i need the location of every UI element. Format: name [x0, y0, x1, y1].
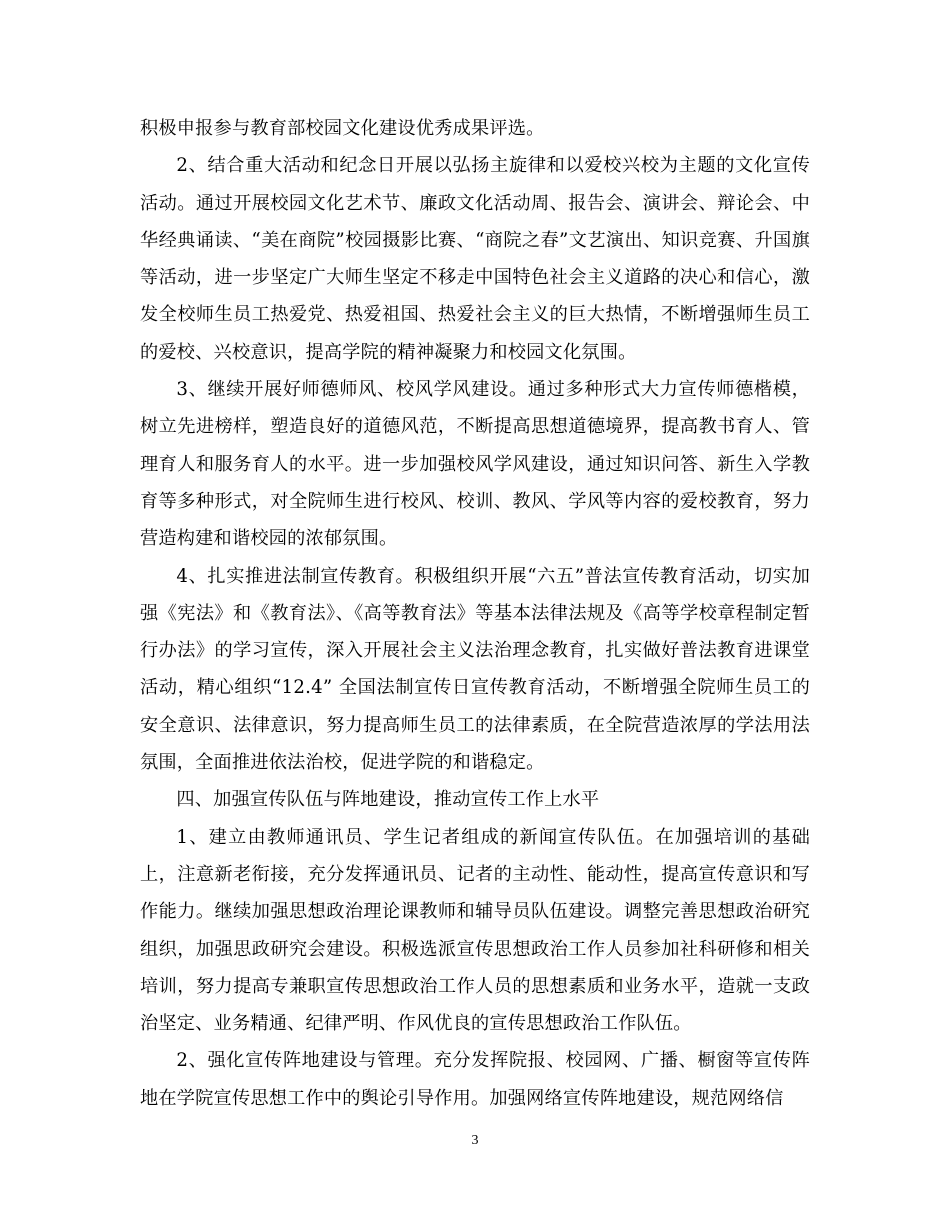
- paragraph-2: 2、结合重大活动和纪念日开展以弘扬主旋律和以爱校兴校为主题的文化宣传活动。通过开展校园文化艺术节、廉政文化活动周、报告会、演讲会、辩论会、中华经典诵读、“美在商院”校园摄影比赛、“商院之春”文艺演出、知识竞赛、升国旗等活动，进一步坚定广大师生坚定不移走中国特色社会主义道路的决心和信心，激发全校师生员工热爱党、热爱祖国、热爱社会主义的巨大热情，不断增强师生员工的爱校、兴校意识，提高学院的精神凝聚力和校园文化氛围。: [140, 155, 810, 363]
- paragraph-5: 1、建立由教师通讯员、学生记者组成的新闻宣传队伍。在加强培训的基础上，注意新老衔接，充分发挥通讯员、记者的主动性、能动性，提高宣传意识和写作能力。继续加强思想政治理论课教师和辅导员队伍建设。调整完善思想政治研究组织，加强思政研究会建设。积极选派宣传思想政治工作人员参加社科研修和相关培训，努力提高专兼职宣传思想政治工作人员的思想素质和业务水平，造就一支政治坚定、业务精通、纪律严明、作风优良的宣传思想政治工作队伍。: [140, 826, 810, 1035]
- section-heading: 四、加强宣传队伍与阵地建设，推动宣传工作上水平: [176, 789, 600, 811]
- page-number: 3: [471, 1133, 479, 1148]
- paragraph-3: 3、继续开展好师德师风、校风学风建设。通过多种形式大力宣传师德楷模，树立先进榜样，塑造良好的道德风范，不断提高思想道德境界，提高教书育人、管理育人和服务育人的水平。进一步加强校风学风建设，通过知识问答、新生入学教育等多种形式，对全院师生进行校风、校训、教风、学风等内容的爱校教育，努力营造构建和谐校园的浓郁氛围。: [140, 379, 810, 550]
- paragraph-1: 积极申报参与教育部校园文化建设优秀成果评选。: [140, 118, 545, 139]
- document-body: [140, 110, 810, 1117]
- paragraph-6: 2、强化宣传阵地建设与管理。充分发挥院报、校园网、广播、橱窗等宣传阵地在学院宣传思想工作中的舆论引导作用。加强网络宣传阵地建设，规范网络信: [140, 1050, 810, 1109]
- paragraph-4: 4、扎实推进法制宣传教育。积极组织开展“六五”普法宣传教育活动，切实加强《宪法》和《教育法》、《高等教育法》等基本法律法规及《高等学校章程制定暂行办法》的学习宣传，深入开展社会主义法治理念教育，扎实做好普法教育进课堂活动，精心组织“12.4” 全国法制宣传日宣传教育活动，不断增强全院师生员工的安全意识、法律意识，努力提高师生员工的法律素质，在全院营造浓厚的学法用法氛围，全面推进依法治校，促进学院的和谐稳定。: [140, 565, 810, 774]
